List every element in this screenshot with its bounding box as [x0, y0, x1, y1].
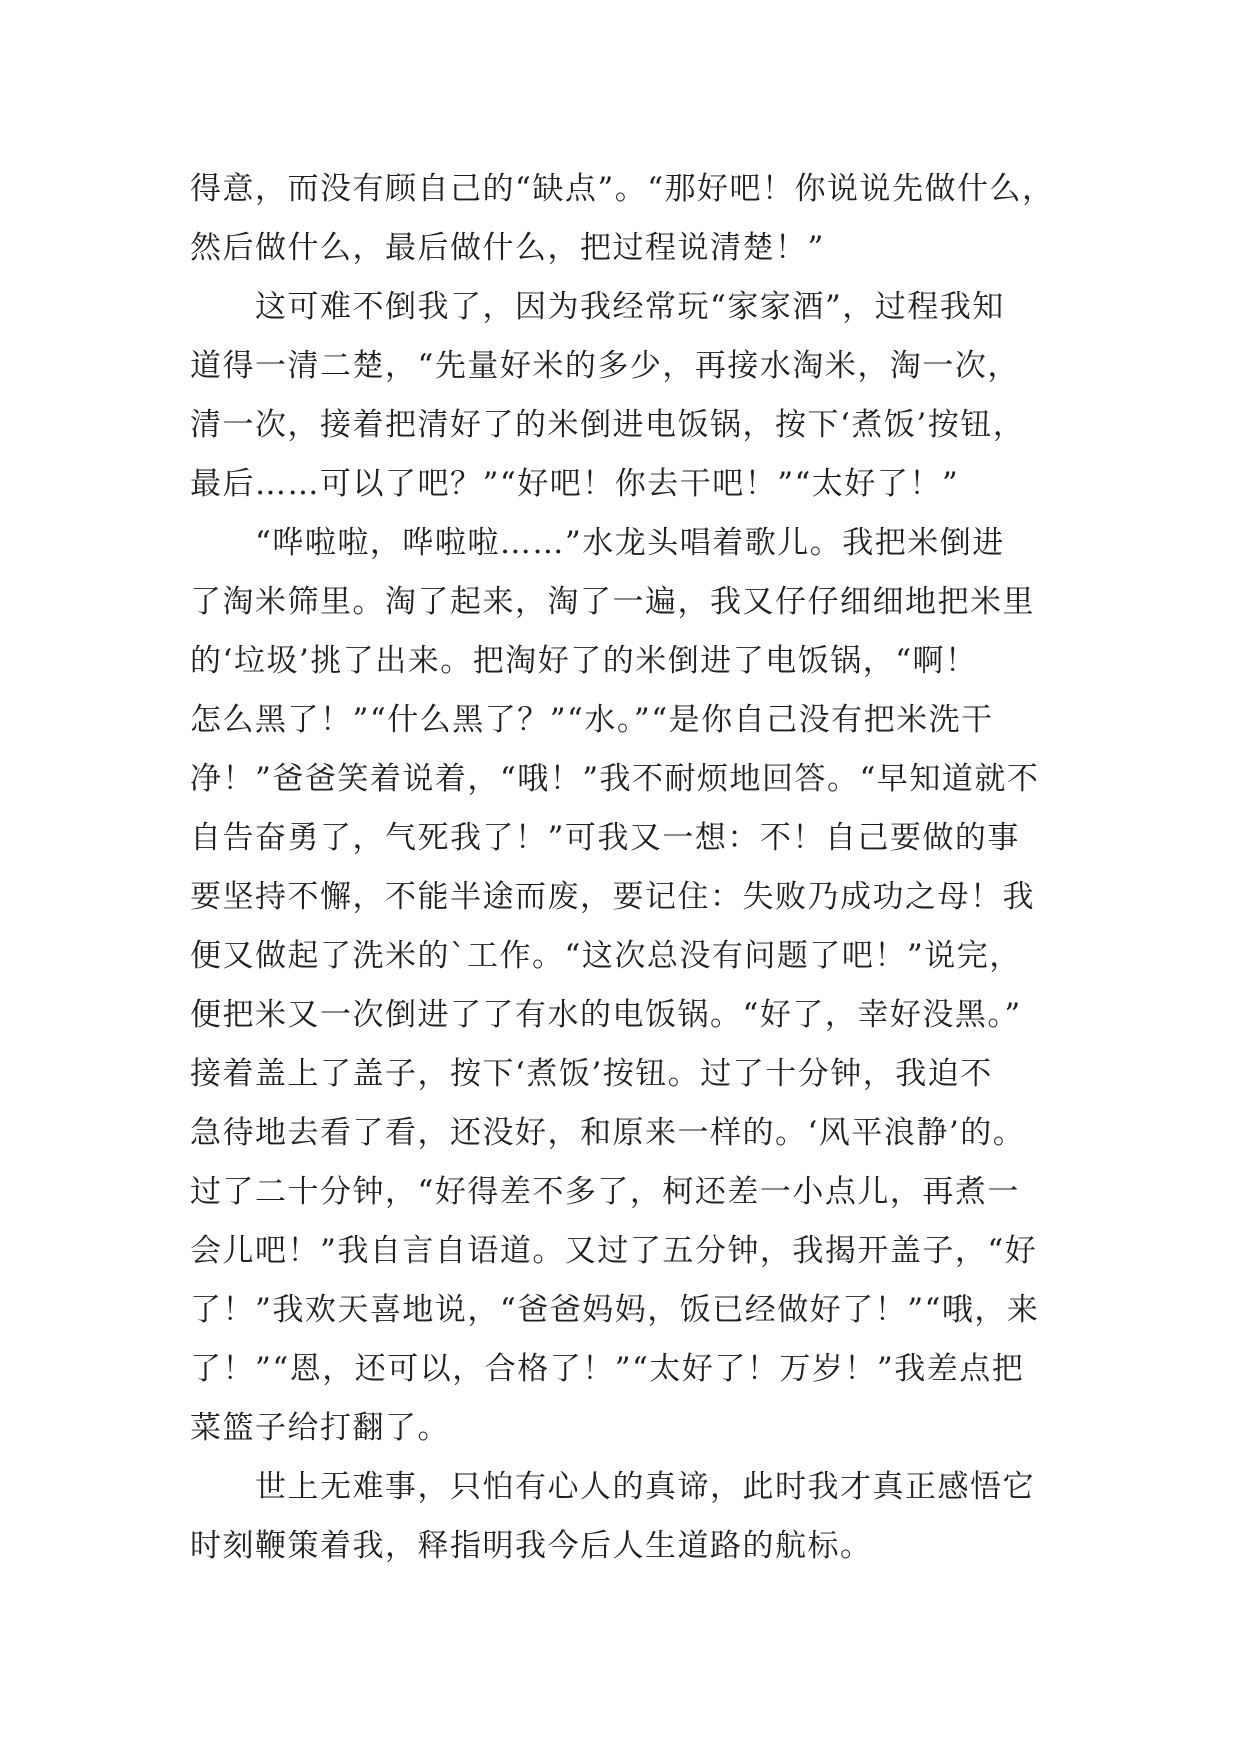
text-line: 便把米又一次倒进了了有水的电饭锅。“好了，幸好没黑。”	[190, 997, 1022, 1033]
paragraph-start-line: 世上无难事，只怕有心人的真谛，此时我才真正感悟它	[190, 1469, 1035, 1505]
text-line: 得意，而没有顾自己的“缺点”。“那好吧！你说说先做什么，	[190, 171, 1055, 207]
text-line: 过了二十分钟，“好得差不多了，柯还差一小点儿，再煮一	[190, 1174, 1020, 1210]
text-line: 便又做起了洗米的`工作。“这次总没有问题了吧！”说完，	[190, 938, 1022, 974]
text-line: 然后做什么，最后做什么，把过程说清楚！”	[190, 230, 825, 266]
text-line: 会儿吧！”我自言自语道。又过了五分钟，我揭开盖子，“好	[190, 1233, 1038, 1269]
text-line: 自告奋勇了，气死我了！”可我又一想：不！自己要做的事	[190, 820, 1020, 856]
text-line: 道得一清二楚，“先量好米的多少，再接水淘米，淘一次，	[190, 348, 1020, 384]
text-line: 菜篮子给打翻了。	[190, 1410, 450, 1446]
text-line: 的‘垃圾’挑了出来。把淘好了的米倒进了电饭锅，“啊！	[190, 643, 978, 679]
paragraph-start-line: “哗啦啦，哗啦啦……”水龙头唱着歌儿。我把米倒进	[190, 525, 1005, 561]
text-line: 最后……可以了吧？”“好吧！你去干吧！”“太好了！”	[190, 466, 960, 502]
body-text	[190, 160, 1070, 1576]
text-line: 净！”爸爸笑着说着，“哦！”我不耐烦地回答。“早知道就不	[190, 761, 1040, 797]
text-line: 清一次，接着把清好了的米倒进电饭锅，按下‘煮饭’按钮，	[190, 407, 1026, 443]
text-line: 了淘米筛里。淘了起来，淘了一遍，我又仔仔细细地把米里	[190, 584, 1035, 620]
text-line: 时刻鞭策着我，释指明我今后人生道路的航标。	[190, 1528, 873, 1564]
text-line: 怎么黑了！”“什么黑了？”“水。”“是你自己没有把米洗干	[190, 702, 994, 738]
text-line: 接着盖上了盖子，按下‘煮饭’按钮。过了十分钟，我迫不	[190, 1056, 993, 1092]
text-line: 了！”我欢天喜地说，“爸爸妈妈，饭已经做好了！”“哦，来	[190, 1292, 1040, 1328]
text-line: 急待地去看了看，还没好，和原来一样的。‘风平浪静’的。	[190, 1115, 1026, 1151]
text-line: 了！”“恩，还可以，合格了！”“太好了！万岁！”我差点把	[190, 1351, 1025, 1387]
text-line: 要坚持不懈，不能半途而废，要记住：失败乃成功之母！我	[190, 879, 1035, 915]
paragraph-start-line: 这可难不倒我了，因为我经常玩“家家酒”，过程我知	[190, 289, 1005, 325]
